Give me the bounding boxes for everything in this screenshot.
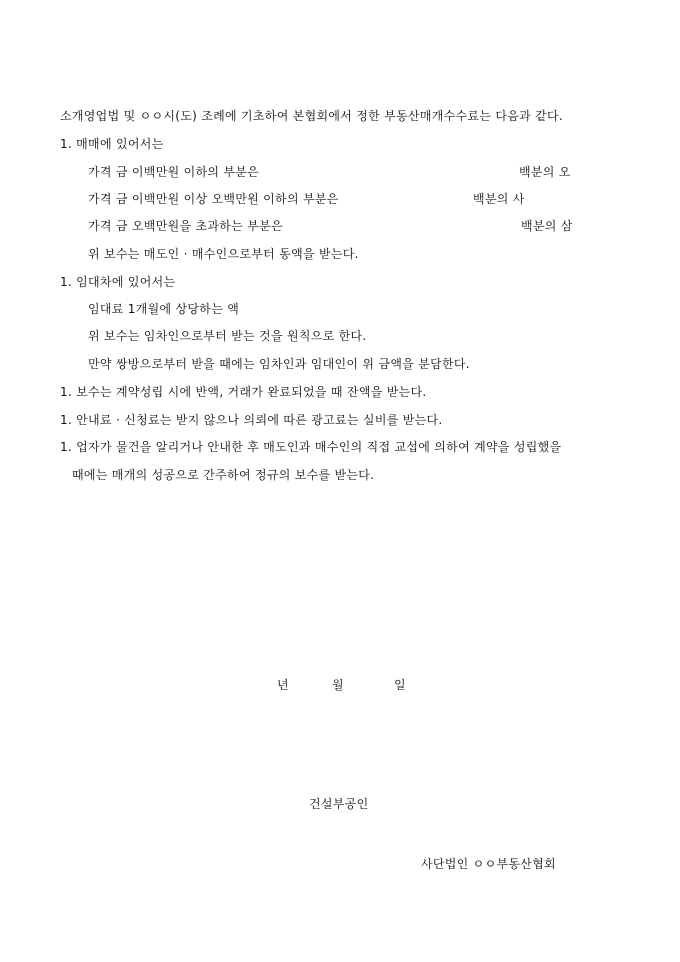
- sale-row3-label: 가격 금 오백만원을 초과하는 부분은: [88, 219, 283, 233]
- item-direct-deal-line1: 1. 업자가 물건을 알리거나 안내한 후 매도인과 매수인의 직접 교섭에 의하여 계약을 성립했을: [60, 440, 562, 454]
- lease-line2: 위 보수는 임차인으로부터 받는 것을 원칙으로 한다.: [88, 329, 367, 343]
- date-year: 년: [277, 678, 289, 692]
- date-day: 일: [394, 678, 406, 692]
- sale-row2-rate: 백분의 사: [473, 192, 525, 206]
- sale-row1-label: 가격 금 이백만원 이하의 부분은: [88, 165, 260, 179]
- intro-text: 소개영업법 및 ㅇㅇ시(도) 조례에 기초하여 본협회에서 정한 부동산매개수수료는 다음과 같다.: [60, 109, 564, 123]
- item-direct-deal-line2: 때에는 매개의 성공으로 간주하여 정규의 보수를 받는다.: [72, 468, 375, 482]
- item-guide-fees: 1. 안내료 · 신청료는 받지 않으나 의뢰에 따른 광고료는 실비를 받는다.: [60, 413, 443, 427]
- sale-row2-label: 가격 금 이백만원 이상 오백만원 이하의 부분은: [88, 192, 339, 206]
- sale-row1-rate: 백분의 오: [519, 165, 571, 179]
- lease-line3: 만약 쌍방으로부터 받을 때에는 임차인과 임대인이 위 금액을 분담한다.: [88, 357, 470, 371]
- sale-row3-rate: 백분의 삼: [521, 219, 573, 233]
- sale-note: 위 보수는 매도인 · 매수인으로부터 동액을 받는다.: [88, 247, 359, 261]
- item-payment-timing: 1. 보수는 계약성립 시에 반액, 거래가 완료되었을 때 잔액을 받는다.: [60, 385, 427, 399]
- approval-label: 건설부공인: [309, 797, 369, 811]
- date-month: 월: [332, 678, 344, 692]
- organization-name: 사단법인 ㅇㅇ부동산협회: [421, 857, 556, 871]
- lease-line1: 임대료 1개월에 상당하는 액: [88, 302, 240, 316]
- lease-heading: 1. 임대차에 있어서는: [60, 275, 176, 289]
- sale-heading: 1. 매매에 있어서는: [60, 137, 164, 151]
